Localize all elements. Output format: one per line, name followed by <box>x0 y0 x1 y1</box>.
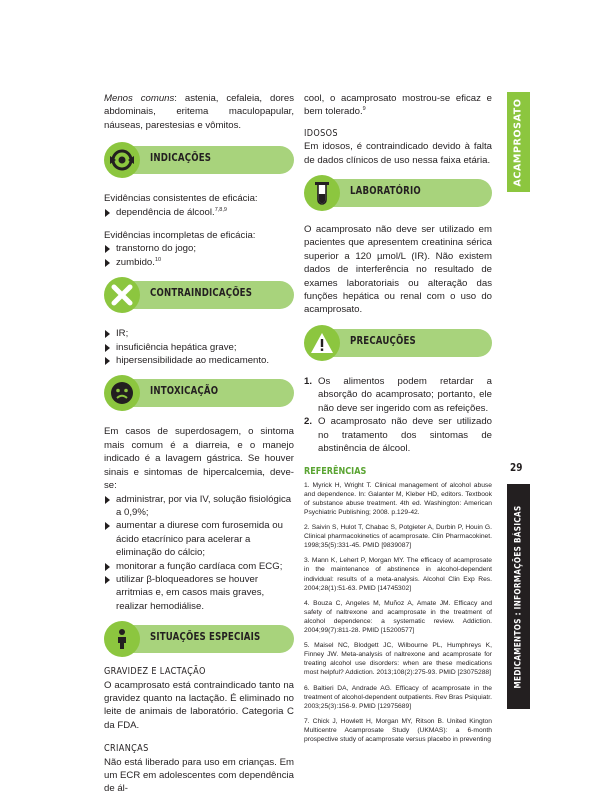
criancas-heading: CRIANÇAS <box>104 743 149 755</box>
laboratorio-text: O acamprosato não deve ser utilizado em pacientes que apresentem creatinina sérica superior a 120 µmol/L (IR). Não existem dados de interferência no resultado de exames laboratoriais ou alteração das funções hepática ou renal com o uso do acamprosato. <box>304 224 492 316</box>
gravidez-text: O acamprosato está contraindicado tanto na gravidez quanto na lactação. É eliminado no leite de animais de laboratório. Categoria C da FDA. <box>104 679 294 731</box>
footer-tab-label: MEDICAMENTOS : INFORMAÇÕES BÁSICAS <box>513 505 524 688</box>
list-item: transtorno do jogo; <box>104 242 294 255</box>
intoxicacao-list <box>104 493 294 614</box>
precaucoes-banner <box>304 325 492 361</box>
middle-column <box>304 92 492 750</box>
referencias-list <box>304 481 492 744</box>
list-item: administrar, por via IV, solução fisiológica a 0,9%; <box>104 493 294 520</box>
page-number: 29 <box>510 462 523 474</box>
person-icon <box>104 621 140 657</box>
list-item: insuficiência hepática grave; <box>104 341 294 354</box>
situacoes-title: SITUAÇÕES ESPECIAIS <box>150 631 261 644</box>
list-item: monitorar a função cardíaca com ECG; <box>104 560 294 573</box>
reference-item: 6. Baltieri DA, Andrade AG. Efficacy of acamprosate in the treatment of alcohol-dependent outpatients. Rev Bras Psiquiatr. 2003;25(3):156-9. PMID [12975689] <box>304 684 492 710</box>
reference-item: 7. Chick J, Howlett H, Morgan MY, Ritson B. United Kington Multicentre Acamprosate Study (UKMAS): a 6-month prospective study of acamprosate versus placebo in preventing <box>304 717 492 743</box>
idosos-heading: IDOSOS <box>304 127 338 139</box>
contraindicacoes-title: CONTRAINDICAÇÕES <box>150 287 253 300</box>
left-column <box>104 92 294 796</box>
adverse-effects-paragraph <box>104 92 294 132</box>
reference-item: 3. Mann K, Lehert P, Morgan MY. The efficacy of acamprosate in the maintenance of abstinence in alcohol-dependent individual: results of a meta-analysis. Alcohol Clin Exp Res. 2004;28(1):51-63. PMID [14745302] <box>304 557 492 592</box>
criancas-text: Não está liberado para uso em crianças. Em um ECR em adolescentes com dependência de ál- <box>104 756 294 795</box>
consistent-list <box>104 206 294 219</box>
list-item: dependência de álcool.$^{7,8,9}$ <box>104 206 294 219</box>
reference-item: 2. Saivin S, Hulot T, Chabac S, Potgieter A, Durbin P, Houin G. Clinical pharmacokinetics of acamprosate. Clin Pharmacokinet. 1998;35(5):331-45. PMID [9839087] <box>304 524 492 550</box>
situacoes-banner <box>104 621 294 657</box>
referencias-heading: REFERÊNCIAS <box>304 466 367 478</box>
intoxicacao-banner <box>104 375 294 411</box>
test-tube-icon <box>304 175 340 211</box>
side-tab-label: ACAMPROSATO <box>513 97 525 187</box>
indicacoes-title: INDICAÇÕES <box>150 152 212 165</box>
consistent-label: Evidências consistentes de eficácia: <box>104 193 258 205</box>
warning-icon <box>304 325 340 361</box>
list-item: hipersensibilidade ao medicamento. <box>104 354 294 367</box>
list-item: aumentar a diurese com furosemida ou ácido etacrínico para acelerar a eliminação do cálcio; <box>104 519 294 559</box>
list-item: IR; <box>104 327 294 340</box>
indicacoes-banner <box>104 142 294 178</box>
common-text: : astenia, cefaleia, dores abdominais, eritema maculopapular, náuseas, parestesias e vômitos. <box>104 93 294 131</box>
precaucoes-title: PRECAUÇÕES <box>350 334 416 347</box>
precaucoes-list <box>304 375 492 455</box>
reference-item: 1. Myrick H, Wright T. Clinical management of alcohol abuse and dependence. In: Galanter M, Kleber HD, editors. Textbook of substance abuse treatment. 4th ed. Washington: American Psychiatric Publishing; 2008. p.129-42. <box>304 481 492 516</box>
idosos-text: Em idosos, é contraindicado devido à falta de dados clínicos de uso nessa faixa etária. <box>304 141 492 166</box>
list-item: 2. O acamprosato não deve ser utilizado no tratamento dos sintomas de abstinência de álcool. <box>304 416 492 454</box>
laboratorio-banner <box>304 175 492 211</box>
incomplete-label: Evidências incompletas de eficácia: <box>104 230 256 242</box>
intoxicacao-title: INTOXICAÇÃO <box>150 385 219 398</box>
footer-tab <box>507 484 530 709</box>
incomplete-list <box>104 242 294 269</box>
intoxicacao-text: Em casos de superdosagem, o sintoma mais comum é a diarreia, e o manejo indicado é a lavagem gástrica. Se houver sinais e sintomas de hipercalcemia, deve-se: <box>104 426 294 492</box>
list-item: zumbido.$^{10}$ <box>104 256 294 269</box>
gravidez-heading: GRAVIDEZ E LACTAÇÃO <box>104 666 206 678</box>
x-icon <box>104 277 140 313</box>
contraindicacoes-list <box>104 327 294 367</box>
laboratorio-title: LABORATÓRIO <box>350 185 421 198</box>
continued-text: cool, o acamprosato mostrou-se eficaz e bem tolerado.$^9$ <box>304 93 492 118</box>
contraindicacoes-banner <box>104 277 294 313</box>
common-label: Menos comuns <box>104 93 175 104</box>
target-icon <box>104 142 140 178</box>
list-item: 1. Os alimentos podem retardar a absorção do acamprosato; portanto, ele não deve ser ingerido com as refeições. <box>304 375 492 414</box>
reference-item: 5. Maisel NC, Blodgett JC, Wilbourne PL, Humphreys K, Finney JW. Meta-analysis of naltrexone and acamprosate for treating alcohol use disorders: when are these medications most helpful? Addiction. 2013;108(2):275-93. PMID [23075288] <box>304 642 492 677</box>
side-tab <box>507 92 530 192</box>
reference-item: 4. Bouza C, Angeles M, Muñoz A, Amate JM. Efficacy and safety of naltrexone and acamprosate in the treatment of alcohol dependence: a systematic review. Addiction. 2004;99(7):811-28. PMID [15200577] <box>304 599 492 635</box>
list-item: utilizar β-bloqueadores se houver arritmias e, em casos mais graves, realizar hemodiálise. <box>104 573 294 613</box>
